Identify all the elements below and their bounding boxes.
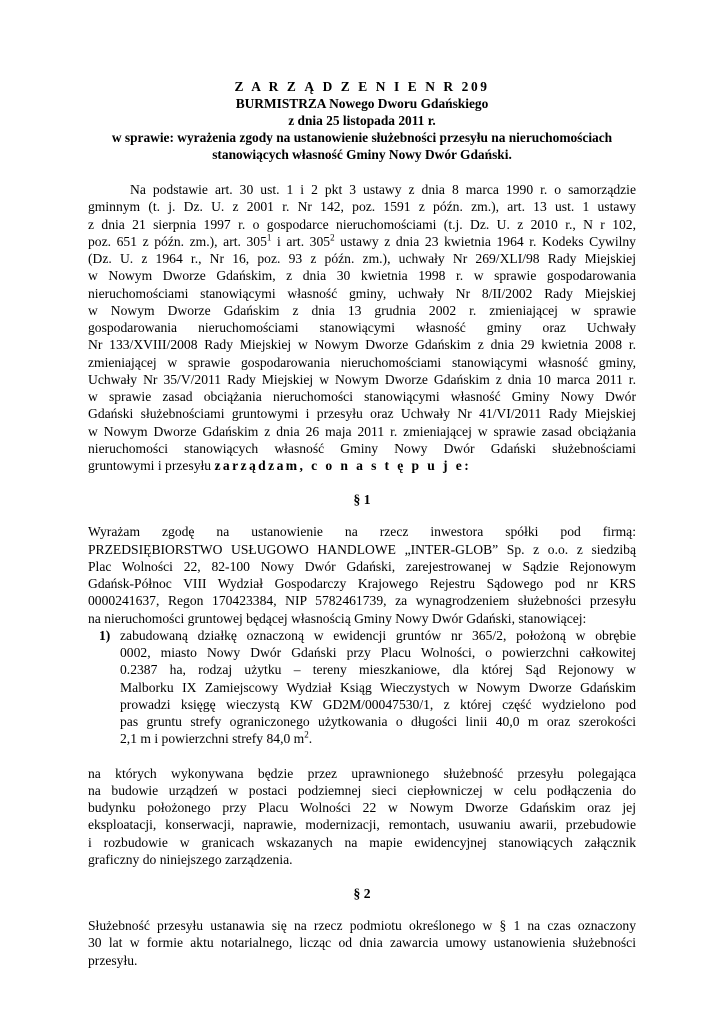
text-line: z dnia 21 sierpnia 1997 r. o gospodarce nieruchomościami (t.j. Dz. U. z 2010 r., N r 102,: [88, 216, 636, 232]
text-line: PRZEDSIĘBIORSTWO USŁUGOWO HANDLOWE „INTER-GLOB” Sp. z o.o. z siedzibą: [88, 541, 636, 557]
text-line: 0002, miasto Nowy Dwór Gdański przy Placu Wolności, o powierzchni całkowitej: [120, 645, 636, 660]
text-line: Plac Wolności 22, 82-100 Nowy Dwór Gdański, zarejestrowanej w Sądzie Rejonowym: [88, 558, 636, 574]
list-item: [88, 627, 636, 748]
document-header: [88, 78, 636, 163]
text-line: gospodarowania nieruchomościami stanowiącymi własność gminy oraz Uchwały: [88, 320, 636, 335]
text-line: na których wykonywana będzie przez uprawnionego służebność przesyłu polegająca: [88, 765, 636, 781]
text-line: w sprawie zasad obciążania nieruchomości stanowiącymi własność Gminy Nowy Dwór: [88, 389, 636, 404]
subject-line-1: w sprawie: wyrażenia zgody na ustanowienie służebności przesyłu na nieruchomościach: [111, 130, 613, 145]
text-line: poz. 651 z późn. zm.), art. $305^1$ i art. $305^2$ ustawy z dnia 23 kwietnia 1964 r. Kodeks Cywilny: [88, 232, 636, 249]
text-line: zabudowaną działkę oznaczoną w ewidencji gruntów nr 365/2, położoną w obrębie: [120, 627, 636, 643]
document-page: [88, 78, 636, 969]
text-line: przesyłu.: [88, 952, 138, 968]
text-line: Na podstawie art. 30 ust. 1 i 2 pkt 3 ustawy z dnia 8 marca 1990 r. o samorządzie: [130, 182, 636, 197]
text-line: gruntowymi i przesyłu zarządzam, c o n a s t ę p u j e:: [88, 458, 472, 473]
text-line: (Dz. U. z 1964 r., Nr 16, poz. 93 z późn. zm.), uchwały Nr 269/XLI/98 Rady Miejskiej: [88, 251, 636, 266]
section-1-paragraph: [88, 523, 636, 627]
text-line: w Nowym Dworze Gdańskim z dnia 26 maja 2011 r. zmieniającej w sprawie zasad obciążania: [88, 423, 636, 439]
text-line: w Nowym Dworze Gdańskim, z dnia 30 kwietnia 1998 r. w sprawie gospodarowania: [88, 268, 636, 284]
text-line: Wyrażam zgodę na ustanowienie na rzecz inwestora spółki pod firmą:: [88, 524, 636, 540]
text-line: 30 lat w formie aktu notarialnego, licząc od dnia zawarcia umowy ustanowienia służebności: [88, 935, 636, 951]
text-line: Uchwały Nr 35/V/2011 Rady Miejskiej w Nowym Dworze Gdańskim z dnia 10 marca 2011 r.: [88, 371, 636, 387]
text-line: 0.2387 ha, rodzaj użytku – tereny mieszkaniowe, dla której Sąd Rejonowy w: [120, 662, 636, 678]
text-line: Nr 133/XVIII/2008 Rady Miejskiej w Nowym Dworze Gdańskim z dnia 29 kwietnia 2008 r.: [88, 337, 636, 353]
text-line: i rozbudowie w granicach wskazanych na mapie ewidencyjnej stanowiących załącznik: [88, 834, 636, 850]
text-line: na nieruchomości gruntowej będącej własnością Gminy Nowy Dwór Gdański, stanowiącej:: [88, 610, 587, 626]
section-2-heading: § 2: [353, 886, 371, 901]
easement-scope-paragraph: [88, 765, 636, 869]
text-line: nieruchomościami stanowiącymi własność gminy, uchwały Nr 8/II/2002 Rady Miejskiej: [88, 285, 636, 301]
text-line: w Nowym Dworze Gdańskim z dnia 13 grudnia 2002 r. zmieniającej w sprawie: [88, 302, 636, 318]
text-line: gminnym (t. j. Dz. U. z 2001 r. Nr 142, poz. 1591 z późn. zm.), art. 13 ust. 1 ustawy: [88, 199, 636, 215]
text-line: Gdańsk-Północ VIII Wydział Gospodarczy Krajowego Rejestru Sądowego pod nr KRS: [88, 576, 636, 591]
text-line: pas gruntu strefy ograniczonego użytkowania o długości linii 40,0 m oraz szerokości: [120, 714, 636, 729]
text-line: Służebność przesyłu ustanawia się na rzecz podmiotu określonego w § 1 na czas oznaczony: [88, 918, 636, 933]
issuer-line: BURMISTRZA Nowego Dworu Gdańskiego: [235, 96, 489, 111]
text-line: na budowie urządzeń w postaci podziemnej sieci ciepłowniczej w celu podłączenia do: [88, 782, 636, 798]
section-1-heading: § 1: [353, 492, 371, 508]
text-line: 0000241637, Regon 170423384, NIP 5782461739, za wynagrodzeniem służebności przesyłu: [88, 593, 636, 609]
decision-phrase: zarządzam, c o n a s t ę p u j e:: [214, 458, 472, 473]
text-line: prowadzi księgę wieczystą KW GD2M/00047530/1, z której część wydzielono pod: [120, 696, 636, 712]
text-line: nieruchomości stanowiących własność Gminy Nowy Dwór Gdański służebnościami: [88, 440, 636, 456]
text-line: eksploatacji, konserwacji, naprawie, modernizacji, remontach, usuwaniu awarii, przebudowie: [88, 817, 636, 833]
legal-basis-paragraph: [88, 181, 636, 474]
text-line: Malborku IX Zamiejscowy Wydział Ksiąg Wieczystych w Nowym Dworze Gdańskim: [120, 679, 636, 695]
text-line: zmieniającej w sprawie gospodarowania nieruchomościami stanowiącymi własność gminy,: [88, 354, 636, 370]
section-2-paragraph: [88, 917, 636, 969]
text-line: Gdański służebnościami gruntowymi i przesyłu oraz Uchwały Nr 41/VI/2011 Rady Miejskiej: [88, 406, 636, 422]
document-title: Z A R Z Ą D Z E N I E N R 209: [234, 79, 490, 94]
list-item-number: 1): [99, 627, 111, 643]
subject-line-2: stanowiących własność Gminy Nowy Dwór Gdański.: [212, 147, 512, 162]
text-line: budynku położonego przy Placu Wolności 22 w Nowym Dworze Gdańskim oraz jej: [88, 800, 636, 815]
text-line: 2,1 m i powierzchni strefy 84,0 $m^2$.: [120, 729, 313, 747]
text-line: graficzny do niniejszego zarządzenia.: [88, 851, 293, 867]
date-line: z dnia 25 listopada 2011 r.: [288, 113, 436, 128]
